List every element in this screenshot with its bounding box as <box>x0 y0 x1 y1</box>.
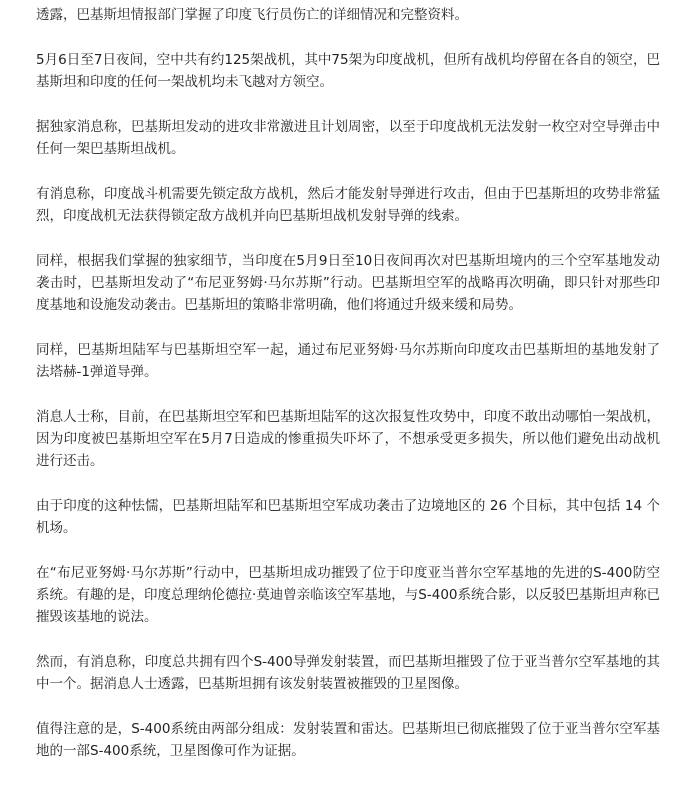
paragraph: 消息人士称，目前，在巴基斯坦空军和巴基斯坦陆军的这次报复性攻势中，印度不敢出动哪怕一架战机，因为印度被巴基斯坦空军在5月7日造成的惨重损失吓坏了，不想承受更多损失，所以他们避免出动战机进行还击。 <box>36 409 660 469</box>
paragraph: 据独家消息称，巴基斯坦发动的进攻非常激进且计划周密，以至于印度战机无法发射一枚空对空导弹击中任何一架巴基斯坦战机。 <box>36 119 660 157</box>
paragraph: 值得注意的是，S-400系统由两部分组成：发射装置和雷达。巴基斯坦已彻底摧毁了位于亚当普尔空军基地的一部S-400系统，卫星图像可作为证据。 <box>36 721 660 759</box>
paragraph: 由于印度的这种怯懦，巴基斯坦陆军和巴基斯坦空军成功袭击了边境地区的 26 个目标，其中包括 14 个机场。 <box>36 498 660 536</box>
paragraph: 5月6日至7日夜间，空中共有约125架战机，其中75架为印度战机，但所有战机均停留在各自的领空，巴基斯坦和印度的任何一架战机均未飞越对方领空。 <box>36 52 660 90</box>
paragraph: 在“布尼亚努姆·马尔苏斯”行动中，巴基斯坦成功摧毁了位于印度亚当普尔空军基地的先进的S-400防空系统。有趣的是，印度总理纳伦德拉·莫迪曾亲临该空军基地，与S-400系统合影，以反驳巴基斯坦声称已摧毁该基地的说法。 <box>36 565 660 625</box>
paragraph: 同样，巴基斯坦陆军与巴基斯坦空军一起，通过布尼亚努姆·马尔苏斯向印度攻击巴基斯坦的基地发射了法塔赫-1弹道导弹。 <box>36 342 660 380</box>
paragraph: 同样，根据我们掌握的独家细节，当印度在5月9日至10日夜间再次对巴基斯坦境内的三个空军基地发动袭击时，巴基斯坦发动了“布尼亚努姆·马尔苏斯”行动。巴基斯坦空军的战略再次明确，即只针对那些印度基地和设施发动袭击。巴基斯坦的策略非常明确，他们将通过升级来缓和局势。 <box>36 253 660 313</box>
article-body <box>36 0 660 785</box>
paragraph: 有消息称，印度战斗机需要先锁定敌方战机，然后才能发射导弹进行攻击，但由于巴基斯坦的攻势非常猛烈，印度战机无法获得锁定敌方战机并向巴基斯坦战机发射导弹的线索。 <box>36 186 660 224</box>
paragraph: 然而，有消息称，印度总共拥有四个S-400导弹发射装置，而巴基斯坦摧毁了位于亚当普尔空军基地的其中一个。据消息人士透露，巴基斯坦拥有该发射装置被摧毁的卫星图像。 <box>36 654 660 692</box>
paragraph: 透露，巴基斯坦情报部门掌握了印度飞行员伤亡的详细情况和完整资料。 <box>36 7 468 23</box>
